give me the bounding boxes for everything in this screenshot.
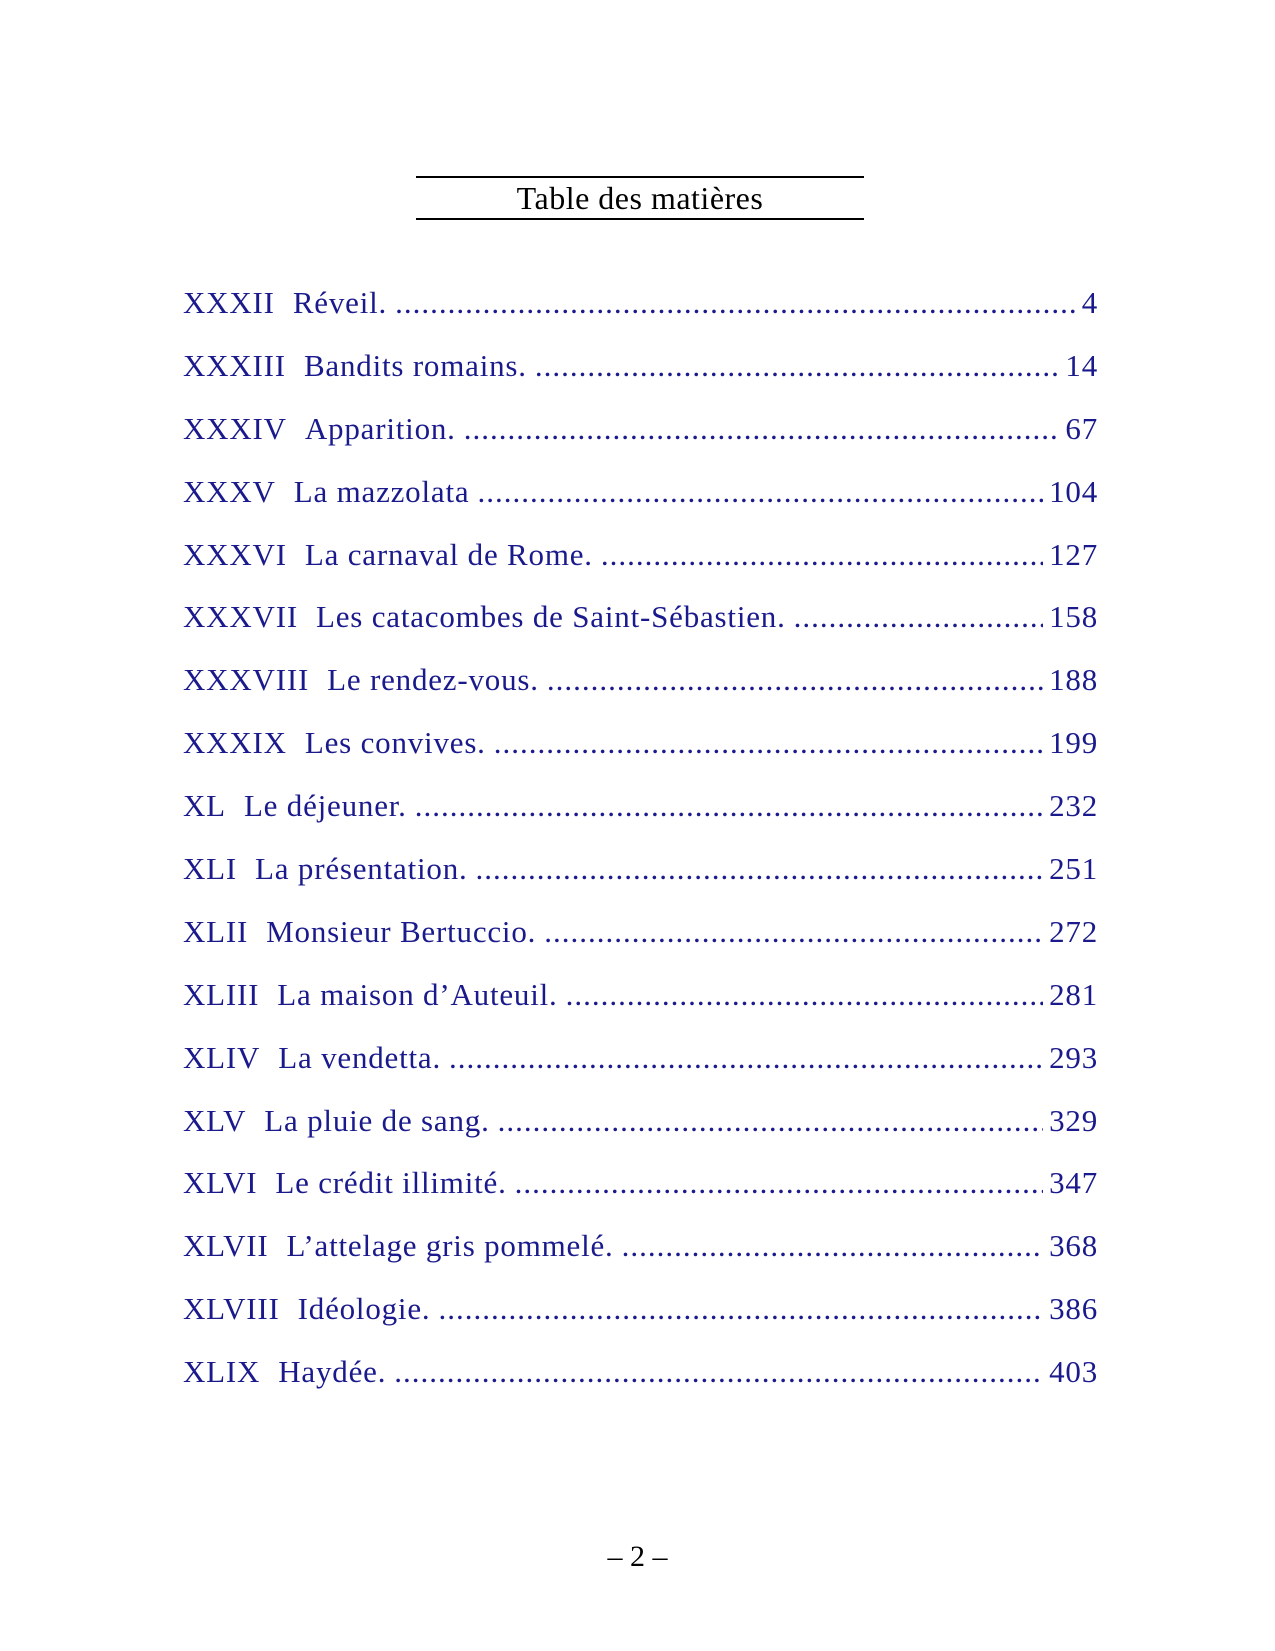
table-of-contents xyxy=(183,285,1098,1417)
dot-leader xyxy=(566,977,1043,1013)
toc-entry[interactable] xyxy=(183,662,1098,725)
dot-leader xyxy=(544,914,1043,950)
chapter-number: XXXIII xyxy=(183,347,286,383)
chapter-page: 14 xyxy=(1065,347,1098,383)
dot-leader xyxy=(449,1040,1043,1076)
chapter-number: XXXII xyxy=(183,285,275,320)
toc-entry[interactable] xyxy=(183,788,1098,851)
chapter-number: XLIV xyxy=(183,1039,261,1075)
toc-entry[interactable] xyxy=(183,537,1098,600)
chapter-page: 188 xyxy=(1049,662,1098,698)
dot-leader xyxy=(601,537,1043,573)
toc-entry[interactable] xyxy=(183,725,1098,788)
chapter-page: 293 xyxy=(1049,1039,1098,1075)
toc-entry[interactable] xyxy=(183,285,1098,348)
chapter-page: 104 xyxy=(1049,473,1098,509)
chapter-title: La maison d’Auteuil. xyxy=(277,976,558,1012)
dot-leader xyxy=(622,1228,1043,1264)
chapter-title: Réveil. xyxy=(292,285,388,320)
toc-entry[interactable] xyxy=(183,599,1098,662)
chapter-number: XXXIX xyxy=(183,725,287,761)
chapter-title: Les catacombes de Saint-Sébastien. xyxy=(316,599,786,635)
chapter-title: L’attelage gris pommelé. xyxy=(286,1228,614,1264)
toc-heading-box xyxy=(416,176,864,220)
dot-leader xyxy=(494,725,1043,761)
chapter-title: Le crédit illimité. xyxy=(275,1165,507,1201)
toc-entry[interactable] xyxy=(183,1291,1098,1354)
chapter-page: 4 xyxy=(1081,285,1098,320)
chapter-title: Le rendez-vous. xyxy=(327,662,539,698)
toc-entry[interactable] xyxy=(183,1103,1098,1166)
chapter-page: 386 xyxy=(1049,1291,1098,1327)
chapter-title: La pluie de sang. xyxy=(264,1102,490,1138)
chapter-title: La mazzolata xyxy=(293,473,470,509)
page-title: Table des matières xyxy=(516,180,764,216)
chapter-number: XLVIII xyxy=(183,1291,280,1327)
dot-leader xyxy=(476,851,1044,887)
chapter-page: 403 xyxy=(1049,1354,1098,1390)
dot-leader xyxy=(477,474,1043,510)
dot-leader xyxy=(515,1165,1043,1201)
toc-entry[interactable] xyxy=(183,474,1098,537)
chapter-title: Apparition. xyxy=(304,410,456,446)
chapter-number: XLII xyxy=(183,913,249,949)
chapter-number: XXXV xyxy=(183,473,276,509)
chapter-page: 158 xyxy=(1049,599,1098,635)
toc-entry[interactable] xyxy=(183,977,1098,1040)
chapter-page: 199 xyxy=(1049,725,1098,761)
chapter-number: XLIII xyxy=(183,976,260,1012)
chapter-title: Le déjeuner. xyxy=(243,788,407,824)
chapter-page: 232 xyxy=(1049,788,1098,824)
chapter-title: La vendetta. xyxy=(278,1039,442,1075)
chapter-title: Bandits romains. xyxy=(303,347,527,383)
toc-entry[interactable] xyxy=(183,1228,1098,1291)
toc-entry[interactable] xyxy=(183,1040,1098,1103)
chapter-number: XLIX xyxy=(183,1354,261,1390)
toc-entry[interactable] xyxy=(183,914,1098,977)
chapter-number: XLVI xyxy=(183,1165,258,1201)
chapter-number: XLV xyxy=(183,1102,247,1138)
page-number: – 2 – xyxy=(607,1540,668,1573)
chapter-number: XL xyxy=(183,788,226,824)
chapter-number: XXXIV xyxy=(183,410,287,446)
chapter-title: La carnaval de Rome. xyxy=(304,536,593,572)
dot-leader xyxy=(794,599,1043,635)
chapter-title: Idéologie. xyxy=(297,1291,431,1327)
chapter-number: XLVII xyxy=(183,1228,269,1264)
chapter-page: 272 xyxy=(1049,913,1098,949)
chapter-page: 67 xyxy=(1065,410,1098,446)
chapter-page: 329 xyxy=(1049,1102,1098,1138)
dot-leader xyxy=(415,788,1043,824)
chapter-title: La présentation. xyxy=(255,851,468,887)
chapter-number: XXXVI xyxy=(183,536,287,572)
chapter-title: Haydée. xyxy=(278,1354,387,1390)
chapter-title: Monsieur Bertuccio. xyxy=(266,913,537,949)
toc-entry[interactable] xyxy=(183,348,1098,411)
chapter-number: XXXVIII xyxy=(183,662,310,698)
dot-leader xyxy=(394,1354,1043,1390)
chapter-page: 251 xyxy=(1049,851,1098,887)
chapter-number: XLI xyxy=(183,851,238,887)
chapter-page: 127 xyxy=(1049,536,1098,572)
chapter-title: Les convives. xyxy=(304,725,486,761)
toc-entry[interactable] xyxy=(183,411,1098,474)
toc-entry[interactable] xyxy=(183,1354,1098,1417)
toc-entry[interactable] xyxy=(183,851,1098,914)
chapter-page: 368 xyxy=(1049,1228,1098,1264)
chapter-number: XXXVII xyxy=(183,599,298,635)
dot-leader xyxy=(535,348,1060,384)
dot-leader xyxy=(498,1103,1043,1139)
dot-leader xyxy=(547,662,1043,698)
dot-leader xyxy=(438,1291,1043,1327)
dot-leader xyxy=(464,411,1060,447)
chapter-page: 347 xyxy=(1049,1165,1098,1201)
chapter-page: 281 xyxy=(1049,976,1098,1012)
toc-entry[interactable] xyxy=(183,1165,1098,1228)
dot-leader xyxy=(395,285,1076,321)
